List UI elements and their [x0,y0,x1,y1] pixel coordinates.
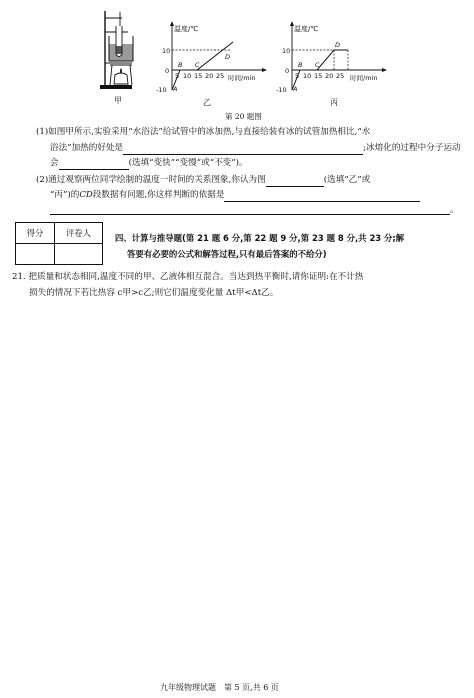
q20-part1-line3-text-a: 会 [50,158,59,168]
q20-answer-blank-4[interactable] [224,191,420,202]
yi-x-tick-5: 5 [175,72,180,80]
q21-line1: 21. 把质量和状态相同,温度不同的甲、乙液体相互混合。当达到热平衡时,请你证明:在不计热 [12,272,364,282]
score-input-cell[interactable] [16,244,55,265]
q20-part1-line2-text-b: ;冰熔化的过程中分子运动 [363,143,461,153]
bing-y-tick-10: 10 [282,47,291,55]
q20-part2-line2-text-c: 段数据有问题,你这样判断的依据是 [92,190,225,200]
bing-y-tick-0: 0 [285,67,290,75]
yi-x-tick-10: 10 [183,72,192,80]
bing-x-tick-25: 25 [336,72,345,80]
yi-x-axis-label: 时间/min [228,74,256,82]
grader-label: 评卷人 [55,223,103,244]
bing-point-a: A [293,85,298,93]
bing-x-tick-10: 10 [303,72,312,80]
bing-point-c: C [315,61,320,69]
yi-y-tick-10: 10 [162,47,171,55]
bing-x-tick-5: 5 [295,72,300,80]
section4-heading-line1: 四、计算与推导题(第 21 题 6 分,第 22 题 9 分,第 23 题 8 分,共 23 分;解 [115,233,405,243]
bing-x-tick-20: 20 [325,72,334,80]
yi-x-tick-15: 15 [194,72,203,80]
yi-x-tick-25: 25 [216,72,225,80]
score-label: 得分 [16,223,55,244]
yi-point-d: D [225,53,231,61]
water-bath-apparatus-icon [98,8,138,93]
figure-title: 第 20 题图 [225,112,262,121]
q20-part2-line3-period: 。 [450,205,459,215]
yi-point-b: B [178,61,183,69]
score-table [15,222,103,265]
q20-part2-line1 [36,174,370,187]
bing-x-tick-15: 15 [314,72,323,80]
yi-y-tick-0: 0 [165,67,170,75]
yi-point-c: C [195,61,200,69]
figure-bing-caption: 丙 [330,98,338,107]
yi-y-axis-label: 温度/℃ [174,25,199,33]
figure-bing-graph [268,18,393,96]
bing-x-axis-label: 时间/min [350,74,378,82]
q20-part2-line2 [50,189,420,202]
page-footer: 九年级物理试题 第 5 页,共 6 页 [160,683,279,692]
q20-answer-blank-2[interactable] [59,159,129,170]
bing-point-b: B [298,61,303,69]
q20-part1-line3 [50,157,248,170]
bing-y-axis-label: 温度/℃ [294,25,319,33]
yi-point-a: A [173,85,178,93]
q20-answer-blank-3[interactable] [266,176,324,187]
q20-part2-line2-cd: CD [79,190,93,200]
yi-y-tick-neg10: -10 [156,86,167,94]
q20-answer-blank-1[interactable] [123,144,363,155]
bing-y-tick-neg10: -10 [276,86,287,94]
bing-point-d: D [335,41,341,49]
figure-jia-apparatus [98,8,138,93]
q20-part1-line3-text-b: (选填“变快”“变慢”或“不变”)。 [128,158,248,168]
q21-line2: 损失的情况下若比热容 c甲>c乙;则它们温度变化量 Δt甲<Δt乙。 [29,288,279,298]
yi-x-tick-20: 20 [205,72,214,80]
q20-part1-line2-text-a: 浴法”加热的好处是 [50,143,124,153]
figure-jia-caption: 甲 [114,96,122,105]
q20-part1-line1: (1)如图甲所示,实验采用“水浴法”给试管中的冰加热,与直接给装有冰的试管加热相比,“水 [36,127,371,137]
grader-input-cell[interactable] [55,244,103,265]
q20-part1-line2 [50,142,461,155]
section4-heading-line2: 答要有必要的公式和解答过程,只有最后答案的不给分) [127,249,327,259]
q20-part2-line1-text-b: (选填“乙”或 [323,175,371,185]
q20-part2-line2-text-a: “丙”)的 [50,190,80,200]
q20-answer-blank-5[interactable] [50,214,450,215]
q20-part2-line1-text-a: (2)通过观察两位同学绘制的温度一时间的关系图象,你认为图 [36,175,266,185]
figure-yi-graph [148,18,273,96]
figure-yi-caption: 乙 [203,98,211,107]
